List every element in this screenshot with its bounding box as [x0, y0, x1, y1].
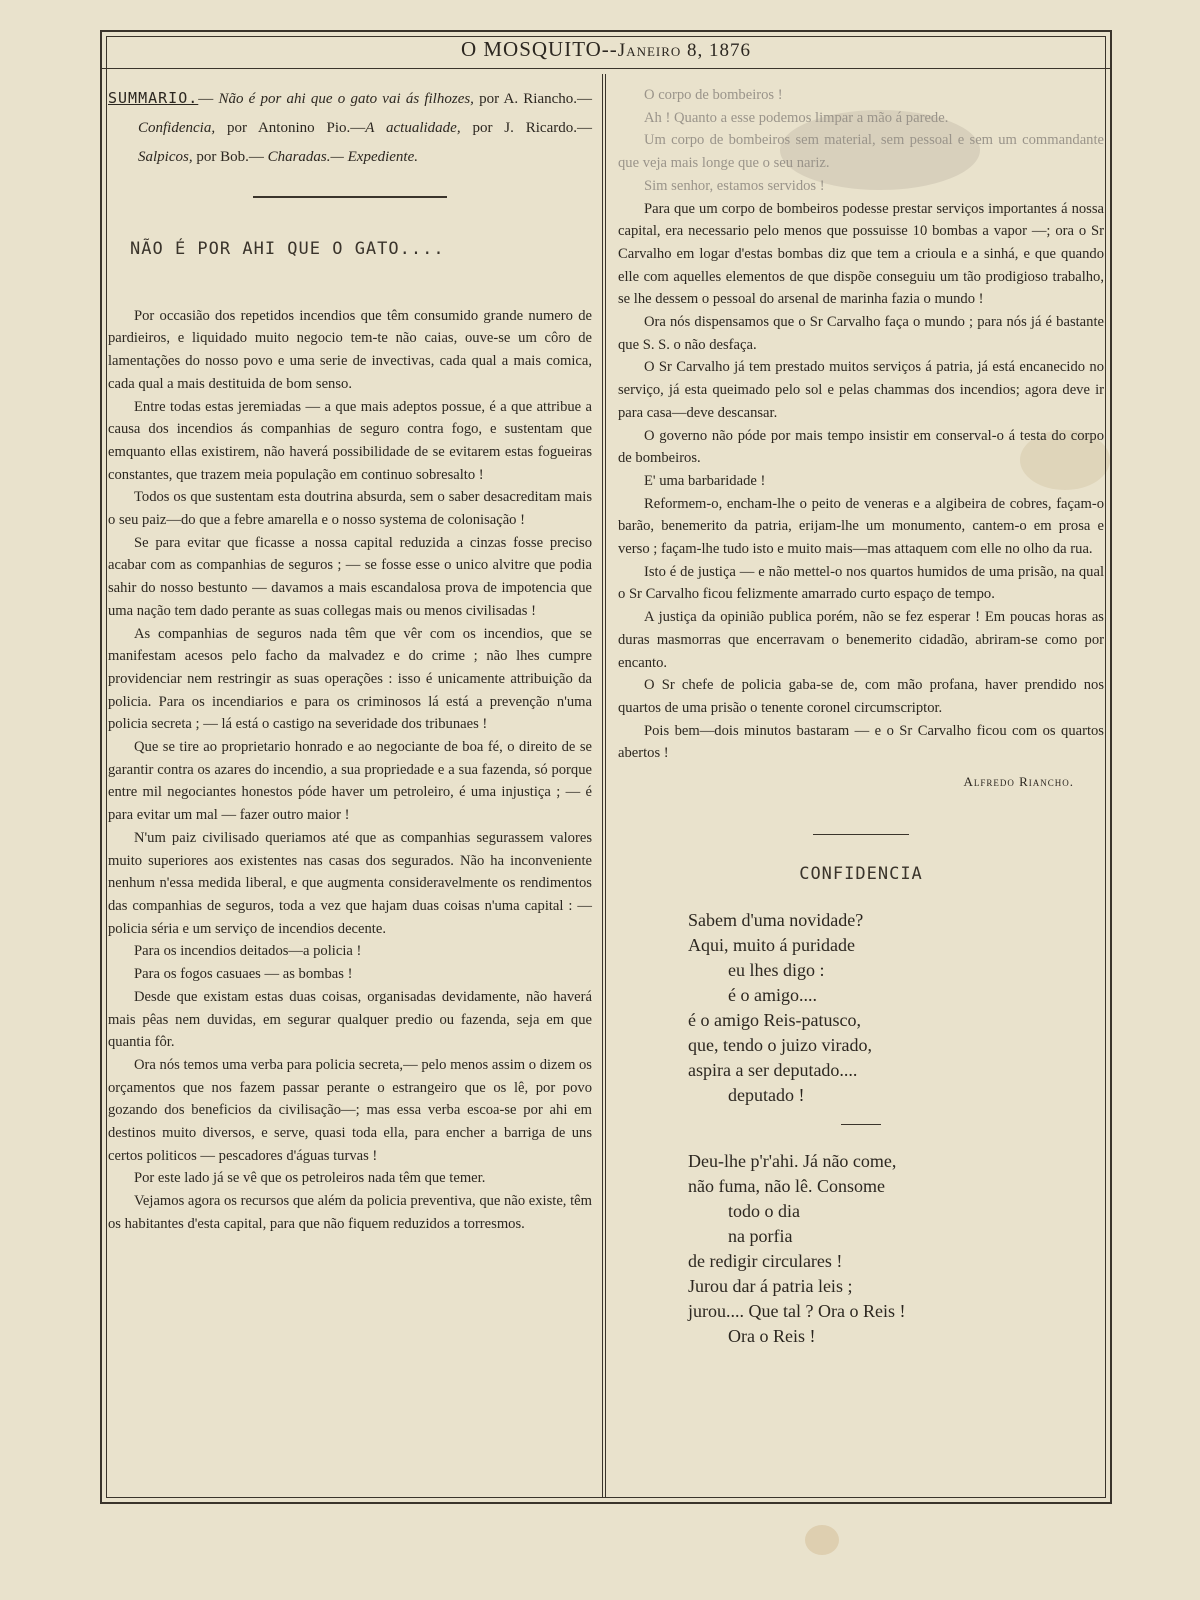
article-paragraph: Por occasião dos repetidos incendios que têm consumido grande numero de pardieiros, e liquidado muito negocio tem-te não caias, ouve-se um côro de lamentações do nosso povo e uma serie de invectivas, cada qual a mais comica, cada qual a mais destituida de bom senso. [108, 307, 592, 392]
summary-item-author: por A. Riancho.— [479, 91, 593, 107]
paper-stain [805, 1525, 839, 1555]
poem-line: não fuma, não lê. Consome [688, 1175, 885, 1196]
masthead-date: Janeiro 8, 1876 [617, 40, 752, 61]
article-paragraph: O governo não póde por mais tempo insistir em conserval-o á testa do corpo de bombeiros. [618, 427, 1104, 467]
summary-item: A actualidade, [365, 120, 461, 136]
summary-item: Confidencia, [138, 120, 216, 136]
faded-line: Um corpo de bombeiros sem material, sem pessoal e sem um commandante que veja mais longe que o seu nariz. [618, 132, 1104, 172]
poem-line: é o amigo Reis-patusco, [688, 1009, 861, 1030]
article-paragraph: N'um paiz civilisado queriamos até que as companhias segurassem valores muito superiores aos existentes nas casas dos segurados. Não ha inconveniente nenhum n'essa medida liberal, e que augmenta consideravelmente os rendimentos das companhias de seguros, toda a vez que hajam duas coisas n'uma capital : — policia séria e um serviço de incendios decente. [108, 829, 592, 937]
section-divider [813, 834, 909, 835]
poem-line: jurou.... Que tal ? Ora o Reis ! [688, 1300, 906, 1321]
article-paragraph: Pois bem—dois minutos bastaram — e o Sr Carvalho ficou com os quartos abertos ! [618, 722, 1104, 762]
faded-line: Sim senhor, estamos servidos ! [644, 177, 825, 194]
summary-item: Não é por ahi que o gato vai ás filhozes, [218, 91, 474, 107]
poem-line: eu lhes digo : [728, 959, 825, 980]
poem-line: na porfia [728, 1225, 793, 1246]
article-paragraph: Para que um corpo de bombeiros podesse prestar serviços importantes á nossa capital, era necessario pelo menos que possuisse 10 bombas a vapor —; ora o Sr Carvalho em logar d'estas bombas diz que tem a crioula e a sinhá, e que quando elle com aquelles elementos de que dispõe conseguiu um tão prodigioso trabalho, se lhe dessem o pessoal do arsenal de marinha fazia o mundo ! [618, 200, 1104, 308]
article-paragraph: Por este lado já se vê que os petroleiros nada têm que temer. [134, 1170, 486, 1187]
poem-line: Aqui, muito á puridade [688, 934, 855, 955]
summary-item-author: por Bob.— [196, 149, 264, 165]
article-paragraph: Se para evitar que ficasse a nossa capital reduzida a cinzas fosse preciso acabar com as companhias de seguros ; — se fosse esse o unico alvitre que podia sahir do nosso bestunto — davamos a mais escandalosa prova de impotencia que uma nação tem dado perante as suas collegas mais ou menos civilisadas ! [108, 534, 592, 619]
faded-line: Ah ! Quanto a esse podemos limpar a mão á parede. [644, 109, 949, 126]
poem-line: Sabem d'uma novidade? [688, 909, 864, 930]
right-column [618, 84, 1104, 1349]
summary-item: Salpicos, [138, 149, 193, 165]
poem-line: aspira a ser deputado.... [688, 1059, 858, 1080]
masthead [100, 30, 1112, 69]
poem-line: Deu-lhe p'r'ahi. Já não come, [688, 1150, 897, 1171]
poem-stanza [688, 1149, 1104, 1349]
article-paragraph: Isto é de justiça — e não mettel-o nos quartos humidos de uma prisão, na qual o Sr Carvalho ficou felizmente amarrado curto espaço de tempo. [618, 563, 1104, 603]
article-paragraph: Ora nós temos uma verba para policia secreta,— pelo menos assim o dizem os orçamentos que nos fazem passar perante o estrangeiro que os lê, por povo gozando dos beneficios da civilisação—; mas essa verba escoa-se por ahi em destinos muito diversos, e serve, quasi toda ella, para encher a barriga de uns certos politicos — pescadores d'águas turvas ! [108, 1056, 592, 1164]
stanza-divider [841, 1124, 881, 1125]
article-paragraph: Ora nós dispensamos que o Sr Carvalho faça o mundo ; para nós já é bastante que S. S. o não desfaça. [618, 314, 1104, 353]
summary-item: Charadas.— [267, 149, 344, 165]
article-paragraph: Todos os que sustentam esta doutrina absurda, sem o saber desacreditam mais o seu paiz—do que a febre amarella e o nosso systema de colonisação ! [108, 489, 592, 529]
article-paragraph: E' uma barbaridade ! [644, 472, 766, 489]
author-signature: Alfredo Riancho. [963, 774, 1074, 790]
article-paragraph: A justiça da opinião publica porém, não se fez esperar ! Em poucas horas as duras masmorras que encerravam o benemerito cidadão, abriram-se como por encanto. [618, 609, 1104, 671]
summary: SUMMARIO.— Não é por ahi que o gato vai ás filhozes, por A. Riancho.— Confidencia, por Antonino Pio.—A actualidade, por J. Ricardo.— Salpicos, por Bob.— Charadas.— Expediente. [108, 89, 593, 165]
summary-label: SUMMARIO. [108, 89, 199, 107]
article-paragraph: Para os incendios deitados—a policia ! [134, 943, 362, 960]
article-paragraph: Desde que existam estas duas coisas, organisadas devidamente, não haverá mais pêas nem duvidas, em segurar qualquer predio ou fazenda, seja em que quantia fôr. [108, 988, 592, 1051]
article-paragraph: O Sr Carvalho já tem prestado muitos serviços á patria, já está encanecido no serviço, já esta queimado pelo sol e pelas chammas dos incendios; agora deve ir para casa—deve descansar. [618, 359, 1104, 421]
left-column [108, 84, 592, 1236]
summary-item-author: por J. Ricardo.— [472, 120, 592, 136]
column-rule [602, 74, 606, 1498]
article-paragraph: Que se tire ao proprietario honrado e ao negociante de boa fé, o direito de se garantir contra os azares do incendio, a sua propriedade e a sua fazenda, só porque entre mil negociantes honestos póde haver um petroleiro, é uma injustiça ; — é para evitar um mal — fazer outro maior ! [108, 739, 592, 824]
article-paragraph: As companhias de seguros nada têm que vêr com os incendios, que se manifestam acesos pelo facho da malvadez e do crime ; não lhes cumpre providenciar nem restringir as suas operações : isso é unicamente attribuição da policia. Para os incendiarios e para os criminosos lá está a prevenção n'uma policia secreta ; — lá está o castigo na severidade dos tribunaes ! [108, 625, 592, 733]
article-paragraph: Reformem-o, encham-lhe o peito de veneras e a algibeira de cobres, façam-o barão, benemerito da patria, erijam-lhe um monumento, cantem-o em prosa e verso ; façam-lhe tudo isto e muito mais—mas attaquem com elle no olho da rua. [618, 495, 1104, 558]
poem-line: que, tendo o juizo virado, [688, 1034, 872, 1055]
article-heading: NÃO É POR AHI QUE O GATO.... [130, 239, 445, 259]
article-paragraph: Para os fogos casuaes — as bombas ! [134, 966, 353, 983]
article-paragraph: Entre todas estas jeremiadas — a que mais adeptos possue, é a que attribue a causa dos incendios ás companhias de seguro contra fogo, e sustentam que emquanto ellas existirem, não haverá possibilidade de se evitarem estas fogueiras constantes, que trazem meia população em continuo sobresalto ! [108, 398, 592, 483]
poem-line: todo o dia [728, 1200, 800, 1221]
poem-stanza [688, 908, 1104, 1108]
poem-heading: CONFIDENCIA [799, 863, 923, 884]
article-paragraph: O Sr chefe de policia gaba-se de, com mão profana, haver prendido nos quartos de uma prisão o tenente coronel circumscriptor. [618, 677, 1104, 716]
section-divider [253, 196, 447, 198]
article-paragraph: Vejamos agora os recursos que além da policia preventiva, que não existe, têm os habitantes d'esta capital, para que não fiquem reduzidos a torresmos. [108, 1193, 592, 1232]
faded-line: O corpo de bombeiros ! [644, 87, 783, 103]
poem-line: Ora o Reis ! [728, 1325, 816, 1346]
summary-item-author: por Antonino Pio.— [226, 120, 366, 136]
masthead-title: O MOSQUITO-- [460, 37, 618, 61]
poem-line: deputado ! [728, 1084, 805, 1105]
poem-line: Jurou dar á patria leis ; [688, 1275, 853, 1296]
poem-line: de redigir circulares ! [688, 1250, 843, 1271]
poem-line: é o amigo.... [728, 984, 817, 1005]
summary-item: Expediente. [347, 149, 419, 165]
